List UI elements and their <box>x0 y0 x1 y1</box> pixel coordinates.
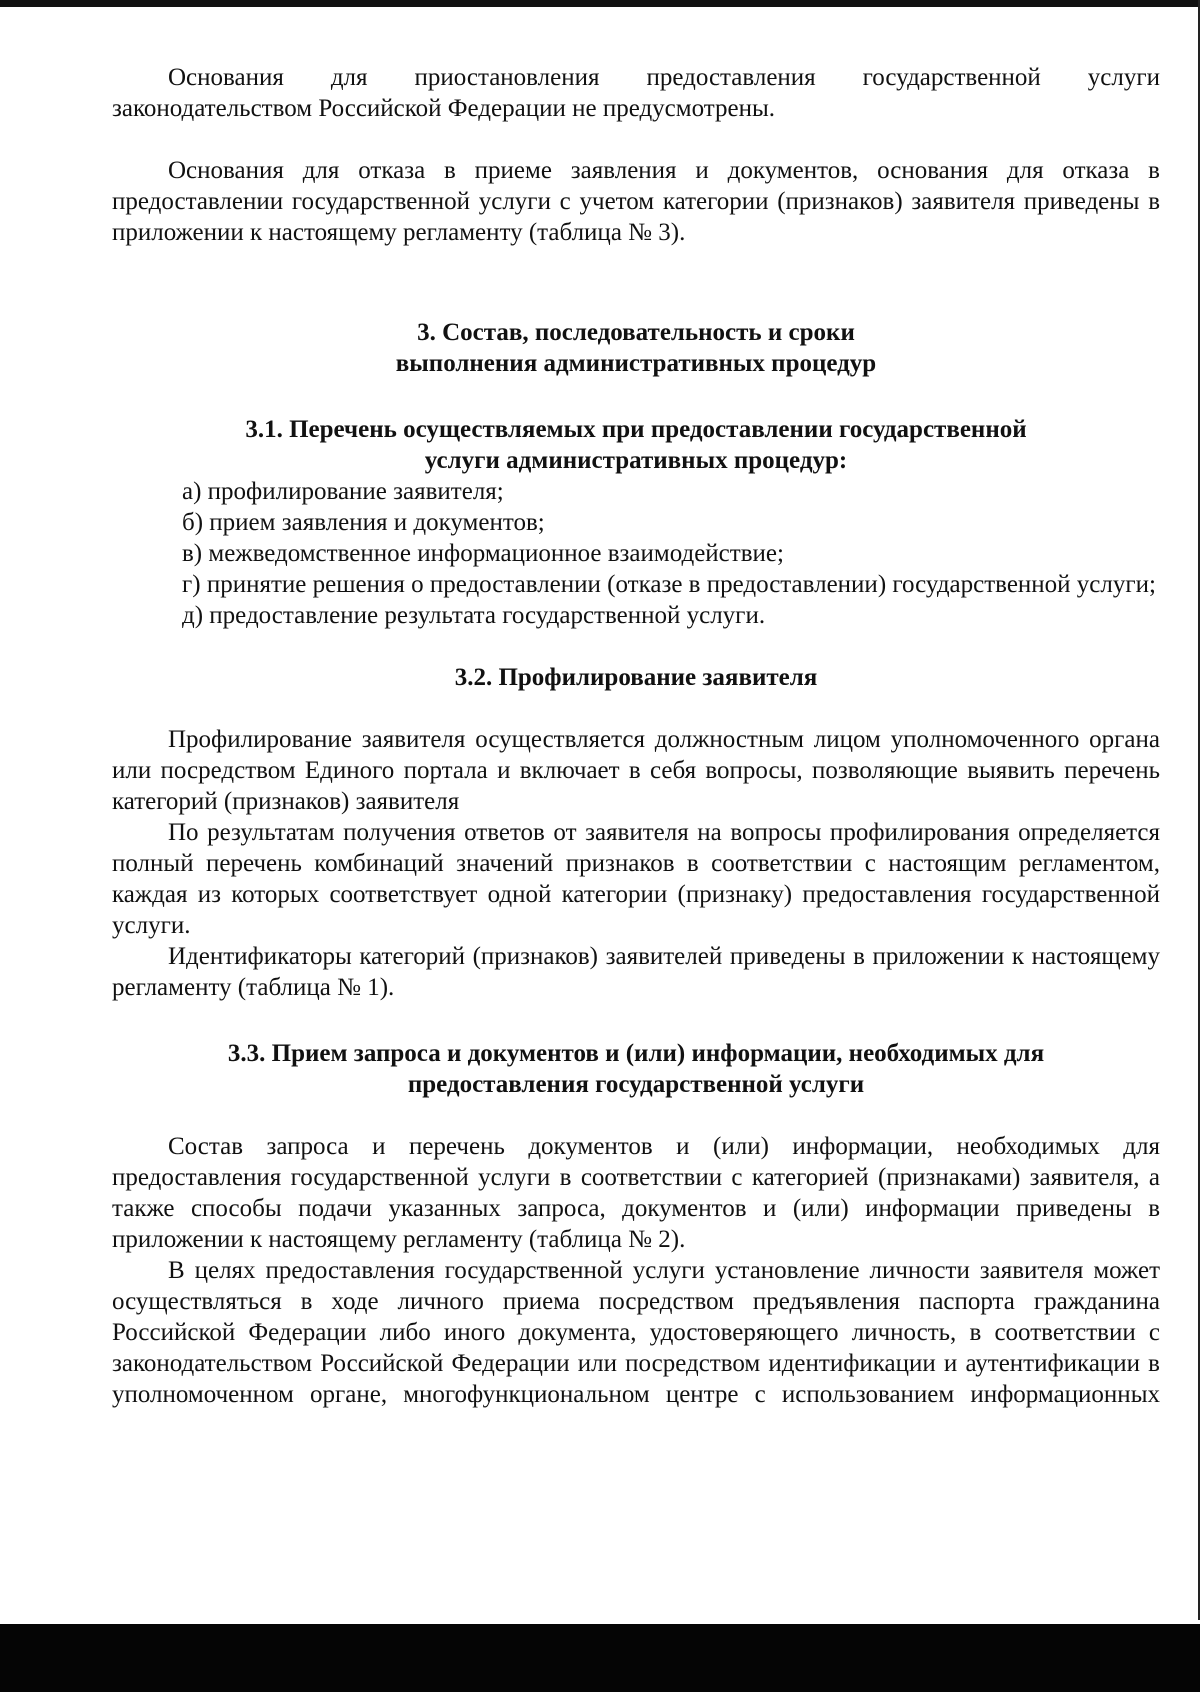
paragraph-suspension-grounds: Основания для приостановления предоставления государственной услуги законодательством Российской Федерации не предусмотрены. <box>112 64 1160 122</box>
paragraph-identity-verification: В целях предоставления государственной услуги установление личности заявителя может осуществляться в ходе личного приема посредством предъявления паспорта гражданина Российской Федерации либо иного документа, удостоверяющего личность, в соответствии с законодательством Российской Федерации или посредством идентификации и аутентификации в уполномоченном органе, многофункциональном центре с использованием информационных <box>112 1257 1160 1408</box>
list-item: а) профилирование заявителя; <box>182 478 504 505</box>
section-3-1-heading-line-1: 3.1. Перечень осуществляемых при предоставлении государственной <box>245 416 1027 443</box>
scan-top-border <box>0 0 1200 7</box>
paragraph-refusal-grounds: Основания для отказа в приеме заявления и документов, основания для отказа в предоставлении государственной услуги с учетом категории (признаков) заявителя приведены в приложении к настоящему регламенту (таблица № 3). <box>112 157 1160 246</box>
section-3-3-heading <box>112 1038 1160 1100</box>
section-3-3-heading-line-1: 3.3. Прием запроса и документов и (или) информации, необходимых для <box>227 1040 1045 1067</box>
section-3-3-body <box>112 1131 1160 1410</box>
section-3-1-heading-line-2: услуги административных процедур: <box>424 447 848 474</box>
paragraph-profiling-results: По результатам получения ответов от заявителя на вопросы профилирования определяется полный перечень комбинаций значений признаков в соответствии с настоящим регламентом, каждая из которых соответствует одной категории (признаку) предоставления государственной услуги. <box>112 819 1160 939</box>
document-page <box>112 62 1160 1410</box>
section-3-1-heading <box>112 414 1160 476</box>
list-item: г) принятие решения о предоставлении (отказе в предоставлении) государственной услуги; <box>182 571 1156 598</box>
section-3-heading-line-1: 3. Состав, последовательность и сроки <box>417 319 855 346</box>
list-item: в) межведомственное информационное взаимодействие; <box>182 540 784 567</box>
list-item: б) прием заявления и документов; <box>182 509 545 536</box>
section-3-2-heading: 3.2. Профилирование заявителя <box>454 664 818 691</box>
paragraph-request-composition: Состав запроса и перечень документов и (или) информации, необходимых для предоставления государственной услуги в соответствии с категорией (признаками) заявителя, а также способы подачи указанных запроса, документов и (или) информации приведены в приложении к настоящему регламенту (таблица № 2). <box>112 1133 1160 1253</box>
paragraph-category-identifiers: Идентификаторы категорий (признаков) заявителей приведены в приложении к настоящему регламенту (таблица № 1). <box>112 943 1160 1001</box>
procedure-list <box>112 476 1160 631</box>
section-3-heading <box>112 317 1160 379</box>
list-item: д) предоставление результата государственной услуги. <box>182 602 766 629</box>
section-3-heading-line-2: выполнения административных процедур <box>395 350 877 377</box>
section-3-2-body <box>112 724 1160 1003</box>
paragraph-profiling: Профилирование заявителя осуществляется должностным лицом уполномоченного органа или посредством Единого портала и включает в себя вопросы, позволяющие выявить перечень категорий (признаков) заявителя <box>112 726 1160 815</box>
scan-bottom-band <box>0 1624 1200 1692</box>
section-3-3-heading-line-2: предоставления государственной услуги <box>407 1071 865 1098</box>
